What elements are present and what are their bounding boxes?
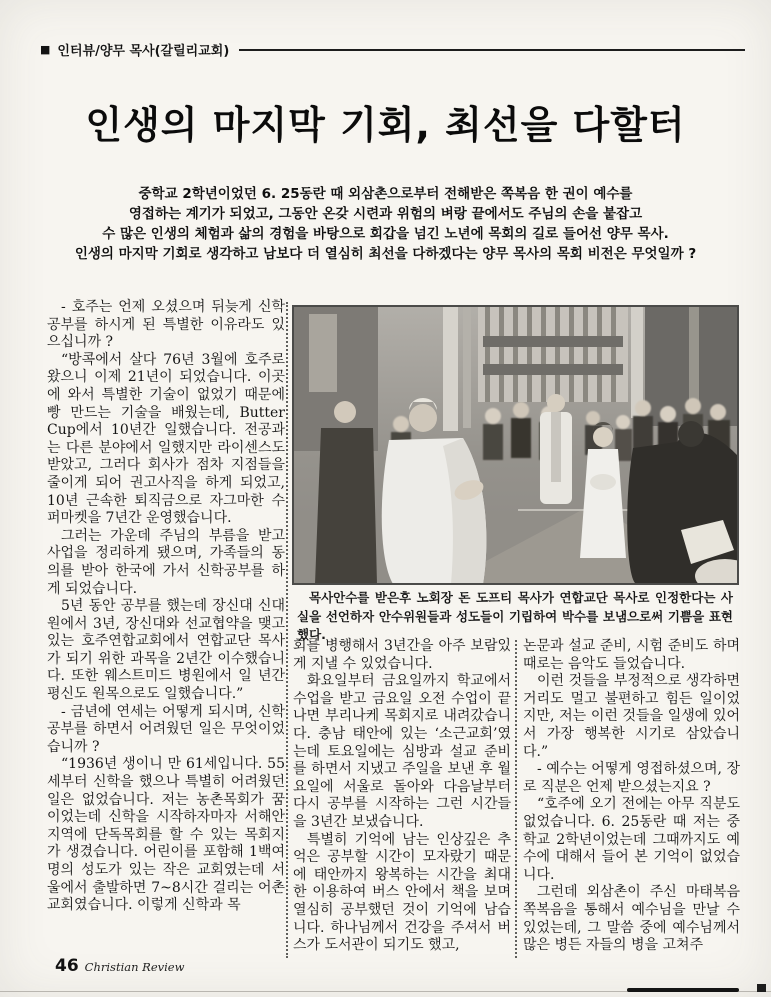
answer-paragraph: 특별히 기억에 남는 인상깊은 추억은 공부할 시간이 모자랐기 때문에 태안까지 왕복하는 시간을 최대한 이용하여 버스 안에서 책을 보며 열심히 공부했던 것이 기억에 남습니다. 하나님께서 건강을 주셔서 버스가 도서관이 되기도 했고, — [293, 831, 511, 954]
header-rule — [239, 49, 745, 51]
answer-paragraph: 논문과 설교 준비, 시험 준비도 하며 때로는 음악도 들었습니다. — [523, 638, 740, 672]
answer-paragraph: 그러는 가운데 주님의 부름을 받고 사업을 정리하게 됐으며, 가족들의 동의를 받아 한국에 가서 신학공부를 하게 되었습니다. — [47, 527, 285, 597]
intro-line: 인생의 마지막 기회로 생각하고 남보다 더 열심히 최선을 다하겠다는 양무 목사의 목회 비전은 무엇일까 ? — [74, 246, 697, 262]
ordination-photo — [293, 306, 738, 584]
answer-paragraph: 화요일부터 금요일까지 학교에서 수업을 받고 금요일 오전 수업이 끝나면 부리나케 목회지로 내려갔습니다. 충남 태안에 있는 ‘소근교회’였는데 토요일에는 심방과 설교 준비를 하면서 지냈고 주일을 보낸 후 월요일에 서울로 돌아와 다음날부터 다시 공부를 시작하는 그런 시간들을 3년간 보냈습니다. — [293, 673, 511, 830]
intro-line: 영접하는 계기가 되었고, 그동안 온갖 시련과 위험의 벼랑 끝에서도 주님의 손을 붙잡고 — [128, 206, 643, 222]
answer-paragraph: 회를 병행해서 3년간을 아주 보람있게 지낼 수 있었습니다. — [293, 638, 511, 672]
answer-paragraph: “호주에 오기 전에는 아무 직분도 없었습니다. 6. 25동란 때 저는 중학교 2학년이었는데 그때까지도 예수에 대해서 들어 본 기억이 없었습니다. — [523, 796, 740, 883]
page-number: 46 — [55, 956, 79, 976]
article-column-right — [523, 638, 740, 955]
intro-line: 수 많은 인생의 체험과 삶의 경험을 바탕으로 회갑을 넘긴 노년에 목회의 길로 들어선 양무 목사. — [102, 226, 669, 242]
answer-paragraph: 이런 것들을 부정적으로 생각하면 거리도 멀고 불편하고 힘든 일이었지만, 저는 이런 것들을 일생에 있어서 가장 행복한 시기로 삼았습니다.” — [523, 673, 740, 760]
ordination-photo-graphic — [293, 306, 738, 584]
column-separator — [286, 302, 288, 958]
question-paragraph: - 금년에 연세는 어떻게 되시며, 신학공부를 하면서 어려웠던 일은 무엇이었습니까 ? — [47, 703, 285, 755]
scan-artifact-mark — [627, 988, 739, 992]
bullet-square-icon: ■ — [40, 43, 51, 56]
intro-line: 중학교 2학년이었던 6. 25동란 때 외삼촌으로부터 전해받은 쪽복음 한 권이 예수를 — [138, 186, 633, 202]
answer-paragraph: 5년 동안 공부를 했는데 장신대 신대원에서 3년, 장신대와 선교협약을 맺고 있는 호주연합교회에서 연합교단 목사가 되기 위한 과목을 2년간 이수했습니다. 또한 웨스트미드 병원에서 일 년간 평신도 원목으로도 일했습니다.” — [47, 598, 285, 703]
question-paragraph: - 예수는 어떻게 영접하셨으며, 장로 직분은 언제 받으셨는지요 ? — [523, 761, 740, 795]
photo-caption: 목사안수를 받은후 노회장 돈 도프티 목사가 연합교단 목사로 인정한다는 사실을 선언하자 안수위원들과 성도들이 기립하여 박수를 보냄으로써 기쁨을 표현했다. — [297, 590, 733, 642]
article-column-middle — [293, 638, 511, 955]
answer-paragraph: 그런데 외삼촌이 주신 마태복음 쪽복음을 통해서 예수님을 만날 수 있었는데, 그 말씀 중에 예수님께서 많은 병든 자들의 병을 고쳐주 — [523, 884, 740, 954]
article-column-left — [47, 299, 285, 915]
column-separator — [515, 640, 517, 958]
section-header — [40, 40, 745, 59]
article-intro — [0, 184, 771, 264]
question-paragraph: - 호주는 언제 오셨으며 뒤늦게 신학공부를 하시게 된 특별한 이유라도 있으십니까 ? — [47, 299, 285, 351]
section-label: 인터뷰/양무 목사(갈릴리교회) — [57, 44, 230, 59]
scan-artifact-corner — [757, 984, 766, 992]
journal-name: Christian Review — [84, 960, 185, 974]
article-title: 인생의 마지막 기회, 최선을 다할터 — [85, 103, 686, 147]
page-footer — [55, 956, 184, 976]
answer-paragraph: “1936년 생이니 만 61세입니다. 55세부터 신학을 했으나 특별히 어려웠던 일은 없었습니다. 저는 농촌목회가 꿈이었는데 신학을 시작하자마자 서해안 지역에 단독목회를 할 수 있는 목회지가 생겼습니다. 어린이를 포함해 1백여 명의 성도가 있는 작은 교회였는데 서울에서 출발하면 7~8시간 걸리는 어촌교회였습니다. 이렇게 신학과 목 — [47, 756, 285, 914]
answer-paragraph: “방콕에서 살다 76년 3월에 호주로 왔으니 이제 21년이 되었습니다. 이곳에 와서 특별한 기술이 없었기 때문에 빵 만드는 기술을 배웠는데, Butter Cup에서 10년간 일했습니다. 전공과는 다른 분야에서 일했지만 라이센스도 받았고, 그러다 회사가 점차 지점들을 줄이게 되어 권고사직을 하게 되었고, 10년 근속한 퇴직금으로 자그마한 수퍼마켓을 7년간 운영했습니다. — [47, 351, 285, 527]
